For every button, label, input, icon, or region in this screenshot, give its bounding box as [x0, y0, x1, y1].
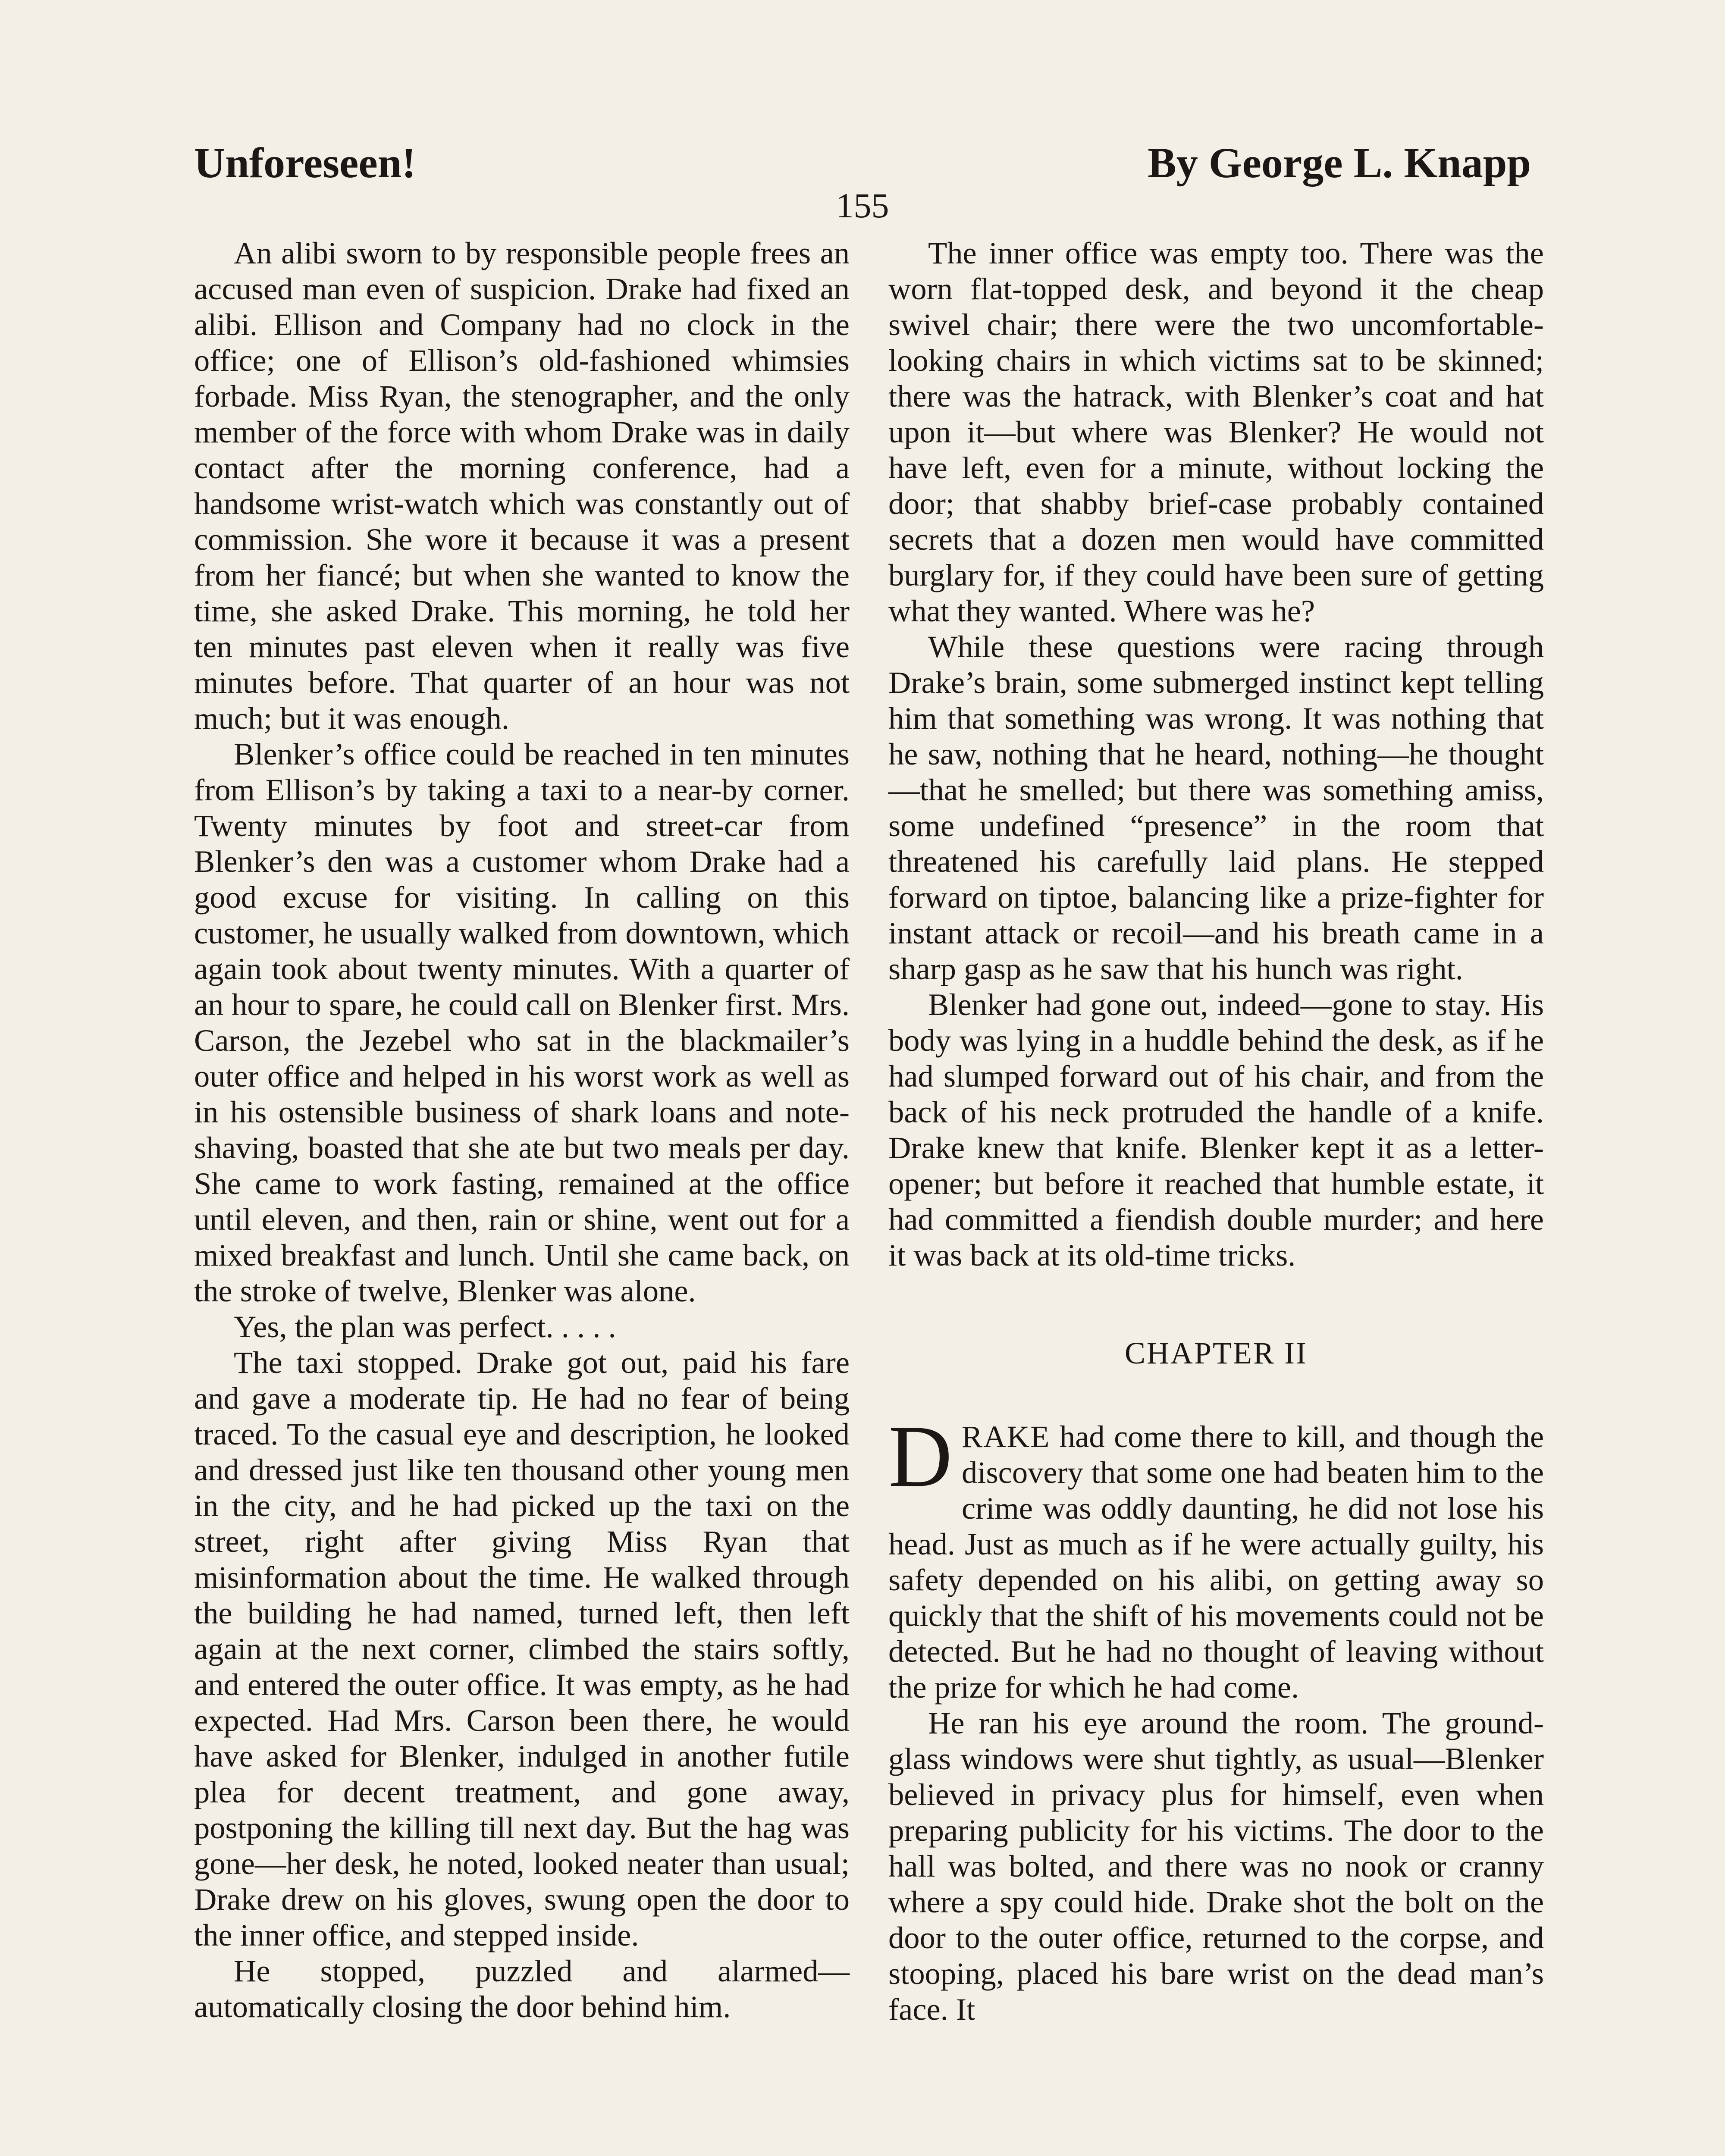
chapter-heading: CHAPTER II: [1125, 1336, 1308, 1370]
first-paragraph-text: had come there to kill, and though the discovery that some one had beaten him to the crime was oddly daunting, he did not lose his head. Just as much as if he were actually guilty, his safety depended on his alibi, on getting away so quickly that the shift of his movements could not be detected. But he had no thought of leaving without the prize for which he had come.: [888, 1419, 1544, 1705]
paragraph: He stopped, puzzled and alarmed—automatically closing the door behind him.: [194, 1953, 850, 2024]
drop-cap: D: [888, 1407, 953, 1505]
paragraph: The taxi stopped. Drake got out, paid his fare and gave a moderate tip. He had no fear of being traced. To the casual eye and description, he looked and dressed just like ten thousand other young men in the city, and he had picked up the taxi on the street, right after giving Miss Ryan that misinformation about the time. He walked through the building he had named, turned left, then left again at the next corner, climbed the stairs softly, and entered the outer office. It was empty, as he had expected. Had Mrs. Carson been there, he would have asked for Blenker, indulged in another futile plea for decent treatment, and gone away, postponing the killing till next day. But the hag was gone—her desk, he noted, looked neater than usual; Drake drew on his gloves, swung open the door to the inner office, and stepped inside.: [194, 1345, 850, 1952]
left-column: [194, 235, 850, 2024]
first-word-small-caps: RAKE: [962, 1419, 1051, 1454]
paragraph: While these questions were racing through Drake’s brain, some submerged instinct kept telling him that something was wrong. It was nothing that he saw, nothing that he heard, nothing—he thought—that he smelled; but there was something amiss, some undefined “presence” in the room that threatened his carefully laid plans. He stepped forward on tiptoe, balancing like a prize-fighter for instant attack or recoil—and his breath came in a sharp gasp as he saw that his hunch was right.: [888, 629, 1544, 986]
page-number: 155: [836, 186, 889, 225]
byline: By George L. Knapp: [1148, 139, 1531, 187]
paragraph: The inner office was empty too. There was the worn flat-topped desk, and beyond it the cheap swivel chair; there were the two uncomfortable-looking chairs in which victims sat to be skinned; there was the hatrack, with Blenker’s coat and hat upon it—but where was Blenker? He would not have left, even for a minute, without locking the door; that shabby brief-case probably contained secrets that a dozen men would have committed burglary for, if they could have been sure of getting what they wanted. Where was he?: [888, 235, 1544, 628]
paragraph: He ran his eye around the room. The ground-glass windows were shut tightly, as usual—Blenker believed in privacy plus for himself, even when preparing publicity for his victims. The door to the hall was bolted, and there was no nook or cranny where a spy could hide. Drake shot the bolt on the door to the outer office, returned to the corpse, and stooping, placed his bare wrist on the dead man’s face. It: [888, 1705, 1544, 2027]
paragraph: Blenker had gone out, indeed—gone to stay. His body was lying in a huddle behind the desk, as if he had slumped forward out of his chair, and from the back of his neck protruded the handle of a knife. Drake knew that knife. Blenker kept it as a letter-opener; but before it reached that humble estate, it had committed a fiendish double murder; and here it was back at its old-time tricks.: [888, 987, 1544, 1272]
chapter-first-paragraph: [888, 1407, 1544, 1705]
story-title: Unforeseen!: [194, 139, 416, 187]
right-column: [888, 235, 1544, 2027]
paragraph: An alibi sworn to by responsible people frees an accused man even of suspicion. Drake had fixed an alibi. Ellison and Company had no clock in the office; one of Ellison’s old-fashioned whimsies forbade. Miss Ryan, the stenographer, and the only member of the force with whom Drake was in daily contact after the morning conference, had a handsome wrist-watch which was constantly out of commission. She wore it because it was a present from her fiancé; but when she wanted to know the time, she asked Drake. This morning, he told her ten minutes past eleven when it really was five minutes before. That quarter of an hour was not much; but it was enough.: [194, 235, 850, 736]
paragraph: Blenker’s office could be reached in ten minutes from Ellison’s by taking a taxi to a near-by corner. Twenty minutes by foot and street-car from Blenker’s den was a customer whom Drake had a good excuse for visiting. In calling on this customer, he usually walked from downtown, which again took about twenty minutes. With a quarter of an hour to spare, he could call on Blenker first. Mrs. Carson, the Jezebel who sat in the blackmailer’s outer office and helped in his worst work as well as in his ostensible business of shark loans and note-shaving, boasted that she ate but two meals per day. She came to work fasting, remained at the office until eleven, and then, rain or shine, went out for a mixed breakfast and lunch. Until she came back, on the stroke of twelve, Blenker was alone.: [194, 736, 850, 1308]
paragraph: Yes, the plan was perfect. . . . .: [234, 1309, 616, 1344]
